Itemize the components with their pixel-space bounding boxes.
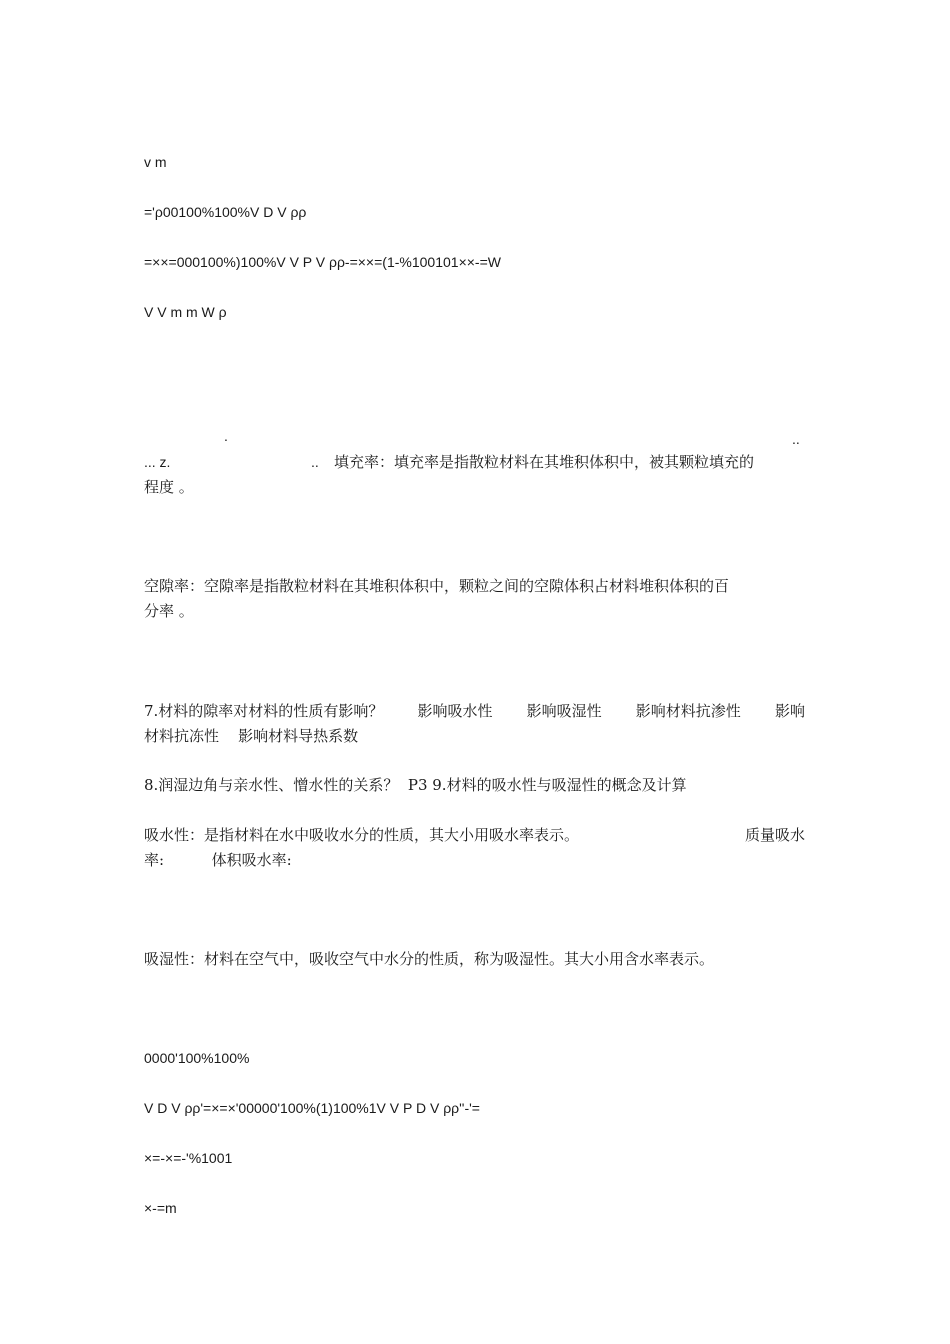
formula-line: v m: [144, 154, 167, 170]
water-absorption-definition: [144, 823, 805, 848]
formula-line: =××=000100%)100%V V P V ρρ-=××=(1-%100101××-=W: [144, 254, 501, 270]
question-8: 8.润湿边角与亲水性、憎水性的关系？ P3 9.材料的吸水性与吸湿性的概念及计算: [144, 776, 687, 794]
moisture-absorption-definition: 吸湿性：材料在空气中，吸收空气中水分的性质，称为吸湿性。其大小用含水率表示。: [144, 950, 715, 968]
stray-mark: ... z.: [144, 454, 171, 470]
void-rate-definition-cont: 分率 。: [144, 602, 194, 620]
formula-line: 0000'100%100%: [144, 1050, 250, 1066]
question-7-answer: 影响: [774, 702, 805, 720]
question-7-answer: 影响材料抗渗性: [635, 702, 741, 720]
stray-mark: ..: [792, 431, 800, 447]
mass-absorption-label: 质量吸水: [744, 826, 805, 844]
stray-mark: .: [224, 428, 228, 444]
question-7-cont: 材料抗冻性 影响材料导热系数: [144, 727, 359, 745]
rate-label: 率:: [144, 851, 165, 869]
water-absorption-cont: [144, 848, 805, 873]
filling-rate-definition: 填充率：填充率是指散粒材料在其堆积体积中，被其颗粒填充的: [334, 453, 755, 471]
stray-mark: ..: [311, 454, 319, 470]
filling-rate-definition-cont: 程度 。: [144, 478, 194, 496]
volume-absorption-label: 体积吸水率:: [211, 851, 292, 869]
question-7-answer: 影响吸湿性: [526, 702, 602, 720]
formula-line: V D V ρρ'=×=×'00000'100%(1)100%1V V P D V ρρ''-'=: [144, 1100, 480, 1116]
water-absorption-text: 吸水性：是指材料在水中吸收水分的性质，其大小用吸水率表示。: [144, 826, 580, 844]
void-rate-definition: 空隙率：空隙率是指散粒材料在其堆积体积中，颗粒之间的空隙体积占材料堆积体积的百: [144, 577, 730, 595]
formula-line: V V m m W ρ: [144, 304, 227, 320]
question-7-text: 7.材料的隙率对材料的性质有影响？: [144, 702, 384, 720]
formula-line: ='ρ00100%100%V D V ρρ: [144, 204, 307, 220]
formula-line: ×-=m: [144, 1200, 177, 1216]
formula-line: ×=-×=-'%1001: [144, 1150, 233, 1166]
question-7-answer: 影响吸水性: [417, 702, 493, 720]
question-7: [144, 699, 805, 724]
